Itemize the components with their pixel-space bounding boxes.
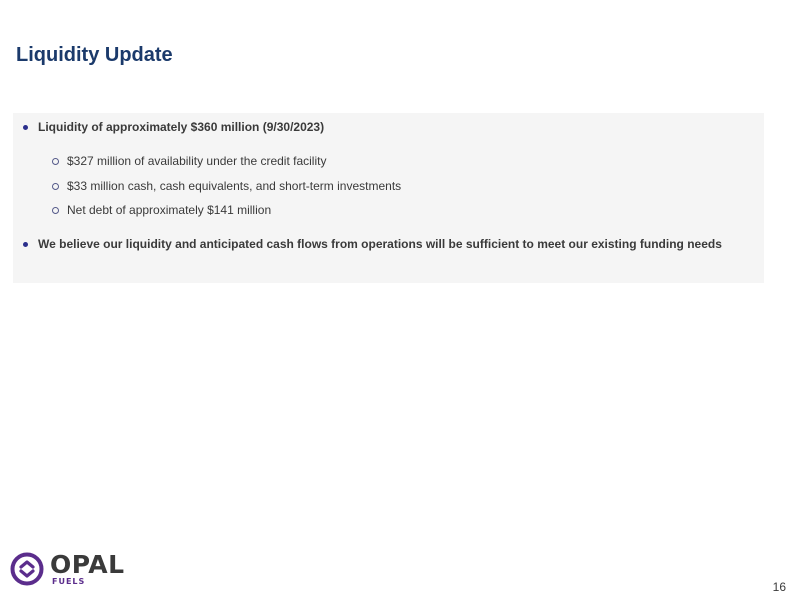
opal-fuels-logo-icon [10, 552, 44, 586]
sub-bullet-circle-icon [52, 207, 59, 214]
sub-bullet-item [13, 203, 271, 217]
company-logo [10, 552, 125, 586]
bullet-text: Liquidity of approximately $360 million (9/30/2023) [38, 120, 325, 134]
content-box [13, 113, 764, 283]
logo-wordmark [50, 552, 125, 586]
logo-sub-text: FUELS [52, 577, 86, 586]
sub-bullet-text: $33 million cash, cash equivalents, and short-term investments [67, 179, 402, 193]
bullet-dot-icon [23, 125, 28, 130]
sub-bullet-text: $327 million of availability under the credit facility [67, 154, 327, 168]
bullet-text: We believe our liquidity and anticipated cash flows from operations will be sufficient to meet our existing funding needs [38, 237, 722, 251]
slide-title: Liquidity Update [16, 44, 173, 66]
sub-bullet-circle-icon [52, 158, 59, 165]
bullet-item [13, 120, 324, 134]
sub-bullet-item [13, 179, 401, 193]
bullet-dot-icon [23, 242, 28, 247]
page-number: 16 [772, 580, 786, 594]
sub-bullet-text: Net debt of approximately $141 million [67, 203, 272, 217]
logo-main-text: OPAL [50, 550, 125, 579]
bullet-item [13, 237, 722, 251]
sub-bullet-circle-icon [52, 183, 59, 190]
sub-bullet-item [13, 154, 326, 168]
